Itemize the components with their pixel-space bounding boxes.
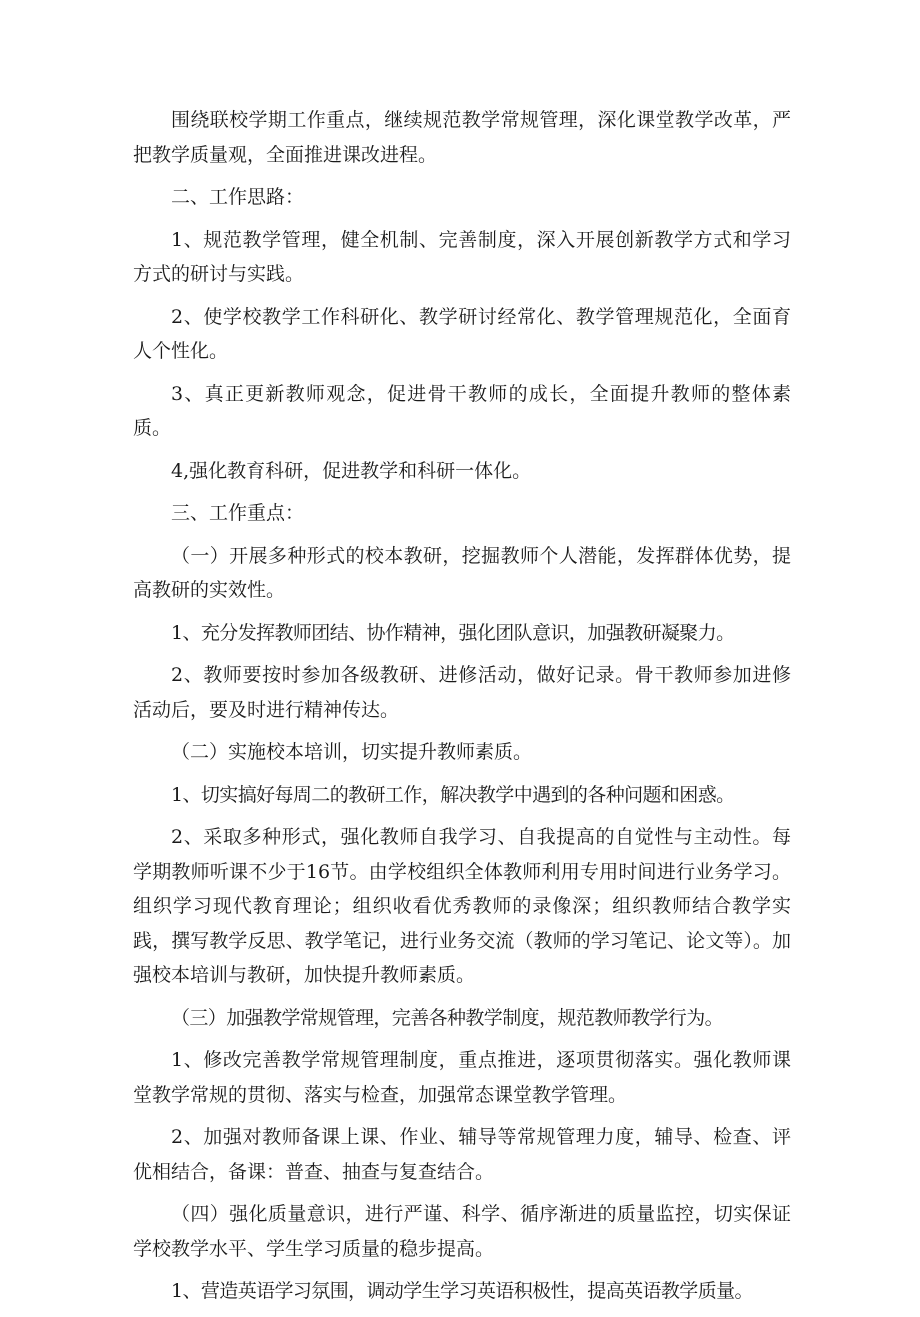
- heading-work-focus: 三、工作重点：: [171, 502, 305, 524]
- paragraph-focus-3-item-2: 2、加强对教师备课上课、作业、辅导等常规管理力度，辅导、检查、评优相结合，备课：普查、抽查与复查结合。: [133, 1126, 791, 1183]
- heading-work-ideas: 二、工作思路：: [171, 186, 305, 208]
- paragraph-focus-1-item-2: 2、教师要按时参加各级教研、进修活动，做好记录。骨干教师参加进修活动后，要及时进行精神传达。: [133, 664, 791, 721]
- paragraph-focus-4-item-1: 1、营造英语学习氛围，调动学生学习英语积极性，提高英语教学质量。: [171, 1280, 753, 1302]
- heading-focus-2: （二）实施校本培训，切实提升教师素质。: [171, 741, 533, 763]
- heading-focus-1: （一）开展多种形式的校本教研，挖掘教师个人潜能，发挥群体优势，提高教研的实效性。: [133, 544, 791, 601]
- heading-focus-4: （四）强化质量意识，进行严谨、科学、循序渐进的质量监控，切实保证学校教学水平、学生学习质量的稳步提高。: [133, 1203, 791, 1260]
- paragraph-idea-2: 2、使学校教学工作科研化、教学研讨经常化、教学管理规范化，全面育人个性化。: [133, 305, 791, 362]
- paragraph-idea-1: 1、规范教学管理，健全机制、完善制度，深入开展创新教学方式和学习方式的研讨与实践。: [133, 228, 791, 285]
- paragraph-intro: 围绕联校学期工作重点，继续规范教学常规管理，深化课堂教学改革，严把教学质量观，全面推进课改进程。: [133, 109, 791, 166]
- paragraph-focus-3-item-1: 1、修改完善教学常规管理制度，重点推进，逐项贯彻落实。强化教师课堂教学常规的贯彻、落实与检查，加强常态课堂教学管理。: [133, 1049, 791, 1106]
- document-body: [133, 103, 791, 1317]
- paragraph-focus-2-item-2: 2、采取多种形式，强化教师自我学习、自我提高的自觉性与主动性。每学期教师听课不少于16节。由学校组织全体教师利用专用时间进行业务学习。组织学习现代教育理论；组织收看优秀教师的录像深；组织教师结合教学实践，撰写教学反思、教学笔记，进行业务交流（教师的学习笔记、论文等）。加强校本培训与教研，加快提升教师素质。: [133, 826, 791, 986]
- paragraph-idea-4: 4,强化教育科研，促进教学和科研一体化。: [171, 459, 532, 482]
- paragraph-focus-2-item-1: 1、切实搞好每周二的教研工作，解决教学中遇到的各种问题和困惑。: [171, 783, 735, 806]
- heading-focus-3: （三）加强教学常规管理，完善各种教学制度，规范教师教学行为。: [171, 1006, 724, 1029]
- paragraph-idea-3: 3、真正更新教师观念，促进骨干教师的成长，全面提升教师的整体素质。: [133, 382, 791, 439]
- paragraph-focus-1-item-1: 1、充分发挥教师团结、协作精神，强化团队意识，加强教研凝聚力。: [171, 621, 735, 644]
